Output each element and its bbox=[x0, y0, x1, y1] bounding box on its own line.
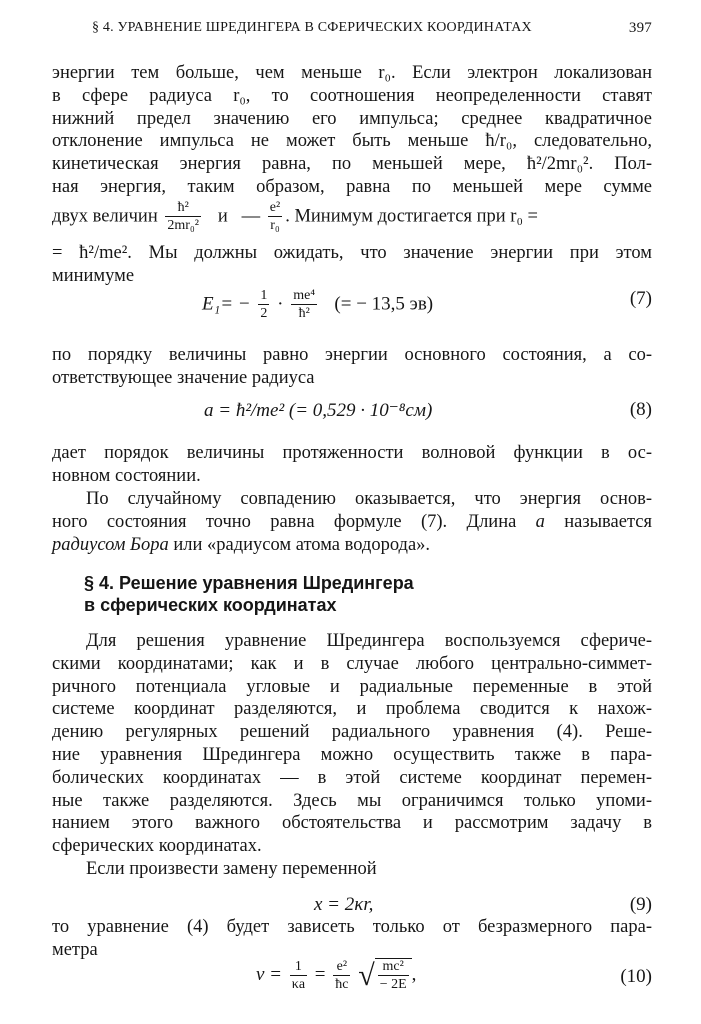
equation-number: (9) bbox=[629, 894, 652, 915]
fraction-half bbox=[258, 288, 269, 322]
text-line: по порядку величины равно энергии основного состояния, а со- bbox=[52, 345, 652, 365]
text-line bbox=[52, 511, 652, 534]
running-head-title: § 4. УРАВНЕНИЕ ШРЕДИНГЕРА В СФЕРИЧЕСКИХ КООРДИНАТАХ bbox=[92, 20, 532, 35]
equation-body bbox=[202, 288, 433, 322]
fraction-numerator: me⁴ bbox=[293, 288, 316, 303]
fraction-numerator: mc² bbox=[378, 959, 409, 976]
text-line: энергии тем больше, чем меньше r₀. Если электрон локализован bbox=[52, 63, 652, 83]
fraction-inverse bbox=[290, 959, 307, 993]
text-line: ричного потенциала угловые и радиальные переменные в этой bbox=[52, 676, 652, 697]
radical-sign: √ bbox=[358, 958, 375, 992]
equation-number: (7) bbox=[629, 288, 652, 309]
equation-8 bbox=[52, 399, 652, 439]
paragraph-bohr-radius bbox=[52, 488, 652, 556]
square-root bbox=[358, 958, 411, 993]
equation-lhs: E₁= − bbox=[202, 293, 251, 315]
equation-7 bbox=[52, 288, 652, 328]
text-fragment: . Минимум достигается при r₀ = bbox=[285, 206, 538, 227]
fraction-denominator: − 2E bbox=[379, 977, 407, 992]
term-bohr-radius: радиусом Бора bbox=[52, 534, 169, 555]
section-heading-line: в сферических координатах bbox=[84, 595, 337, 615]
text-line: метра bbox=[52, 939, 98, 960]
fraction-fine-structure bbox=[333, 959, 350, 993]
paragraph-energy-continued bbox=[52, 242, 652, 288]
text-line bbox=[52, 534, 652, 557]
section-heading-line: § 4. Решение уравнения Шредингера bbox=[84, 573, 414, 593]
paragraph-substitution bbox=[52, 858, 652, 881]
equation-body bbox=[256, 958, 416, 993]
text-fragment: или «радиусом атома водорода». bbox=[173, 534, 431, 555]
text-line: минимуме bbox=[52, 265, 135, 286]
paragraph-radius-intro bbox=[52, 344, 652, 390]
fraction-denominator: r₀ bbox=[270, 218, 280, 233]
fraction-denominator: ħ² bbox=[298, 306, 310, 321]
text-line: = ħ²/me². Мы должны ожидать, что значение энергии при этом bbox=[52, 243, 652, 263]
equation-number: (8) bbox=[629, 399, 652, 420]
fraction-denominator: ħc bbox=[335, 976, 349, 992]
text-line: болических координатах — в этой системе координат перемен- bbox=[52, 767, 652, 788]
equation-body: a = ħ²/me² (= 0,529 · 10⁻⁸см) bbox=[204, 400, 433, 421]
text-line: нижний предел значению его импульса; среднее квадратичное bbox=[52, 108, 652, 129]
fraction-numerator: 1 bbox=[260, 288, 268, 303]
comma: , bbox=[411, 963, 417, 985]
fraction-denominator: κa bbox=[291, 976, 306, 992]
fraction-potential bbox=[268, 200, 282, 234]
text-line: сферических координатах. bbox=[52, 836, 262, 857]
equals-sign: = bbox=[314, 963, 326, 985]
text-fragment: ного состояния точно равна формуле (7). Длина bbox=[52, 511, 517, 532]
text-line: системе координат разделяются, и проблема сводится к нахож- bbox=[52, 699, 652, 720]
paragraph-spherical-coords bbox=[52, 630, 652, 858]
text-line: новном состоянии. bbox=[52, 465, 201, 486]
text-line: дает порядок величины протяженности волновой функции в ос- bbox=[52, 443, 652, 463]
multiply-dot: · bbox=[277, 293, 284, 315]
text-line: ные также разделяются. Здесь мы ограничимся только упоми- bbox=[52, 790, 652, 811]
fraction-numerator: ħ² bbox=[165, 200, 201, 217]
paragraph-parameter bbox=[52, 916, 652, 962]
text-fragment: и bbox=[217, 206, 228, 227]
fraction-energy bbox=[291, 288, 317, 322]
text-line: ние уравнения Шредингера можно осуществить также в пара- bbox=[52, 744, 652, 765]
text-fragment: называется bbox=[564, 511, 652, 532]
text-line: ная энергия, таким образом, равна по меньшей мере сумме bbox=[52, 176, 652, 197]
equation-value: (= − 13,5 эв) bbox=[334, 293, 434, 315]
section-heading bbox=[84, 572, 414, 616]
fraction-denominator: 2mr₀² bbox=[167, 218, 199, 233]
page-number: 397 bbox=[628, 20, 652, 36]
fraction-radicand bbox=[378, 959, 409, 993]
text-line: нанием этого важного обстоятельства и рассмотрим задачу в bbox=[52, 813, 652, 834]
fraction-kinetic bbox=[165, 200, 201, 234]
text-line: ответствующее значение радиуса bbox=[52, 367, 315, 388]
text-line: то уравнение (4) будет зависеть только от безразмерного пара- bbox=[52, 917, 652, 937]
text-line: дению регулярных решений радиального уравнения (4). Реше- bbox=[52, 722, 652, 743]
fraction-denominator: 2 bbox=[260, 306, 268, 321]
text-line: Для решения уравнение Шредингера воспользуемся сфериче- bbox=[86, 631, 652, 651]
running-head bbox=[92, 20, 652, 42]
text-line-two-quantities: двух величин $\frac{\text{ħ²}}{\text{2mr₀²}}$ и — $\frac{\text{e²}}{\text{r₀}}$ . Минимум достигается при r₀ = bbox=[52, 200, 538, 233]
paragraph-extent bbox=[52, 442, 652, 488]
equation-10 bbox=[52, 958, 652, 1006]
variable-a: a bbox=[535, 511, 545, 532]
text-line: в сфере радиуса r₀, то соотношения неопределенности ставят bbox=[52, 85, 652, 106]
radicand bbox=[375, 958, 412, 993]
fraction-numerator: e² bbox=[333, 959, 350, 976]
fraction-numerator: e² bbox=[269, 200, 281, 215]
equation-number: (10) bbox=[620, 966, 652, 987]
text-line: Если произвести замену переменной bbox=[86, 859, 377, 879]
fraction-numerator: 1 bbox=[290, 959, 307, 976]
equation-lhs: ν = bbox=[256, 963, 283, 985]
text-line: отклонение импульса не может быть меньше ħ/r₀, следовательно, bbox=[52, 131, 652, 152]
text-line: кинетическая энергия равна, по меньшей мере, ħ²/2mr₀². Пол- bbox=[52, 154, 652, 175]
paragraph-energy-estimate bbox=[52, 62, 652, 199]
text-line: скими координатами; как и в случае любого центрально-симмет- bbox=[52, 653, 652, 674]
equation-body: x = 2κr, bbox=[314, 894, 374, 915]
text-line: По случайному совпадению оказывается, что энергия основ- bbox=[86, 489, 652, 509]
text-fragment: двух величин bbox=[52, 206, 158, 227]
